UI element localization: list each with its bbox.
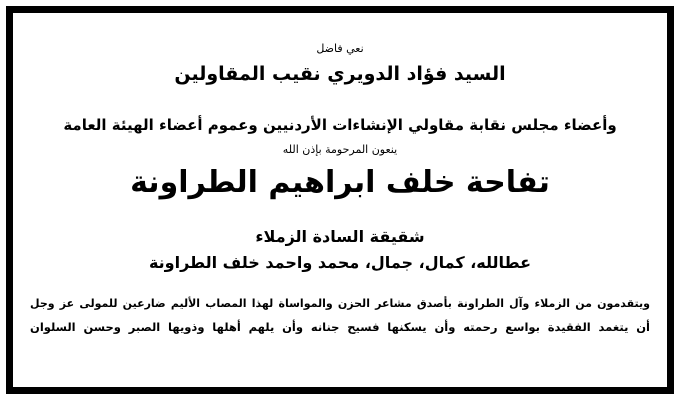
deceased-name: تفاحة خلف ابراهيم الطراونة [130,165,550,200]
announce-text: ينعون المرحومة بإذن الله [282,143,398,156]
brothers-names: عطالله، كمال، جمال، محمد واحمد خلف الطراونة [148,253,532,272]
relation-line: شقيقة السادة الزملاء [255,227,425,246]
condolence-line-2: أن يتغمد الفقيدة بواسع رحمته وأن يسكنها فسيح جنانه وأن يلهم أهلها وذويها الصبر وحسن السلوان [30,320,650,334]
announcer-council: وأعضاء مجلس نقابة مقاولي الإنشاءات الأردنيين وعموم أعضاء الهيئة العامة [63,116,617,134]
notice-intro: نعي فاضل [316,42,364,55]
condolence-line-1: ويتقدمون من الزملاء وآل الطراونة بأصدق مشاعر الحزن والمواساة لهذا المصاب الأليم ضارعين للمولى عز وجل [30,297,650,310]
announcer-name: السيد فؤاد الدويري نقيب المقاولين [174,63,506,85]
